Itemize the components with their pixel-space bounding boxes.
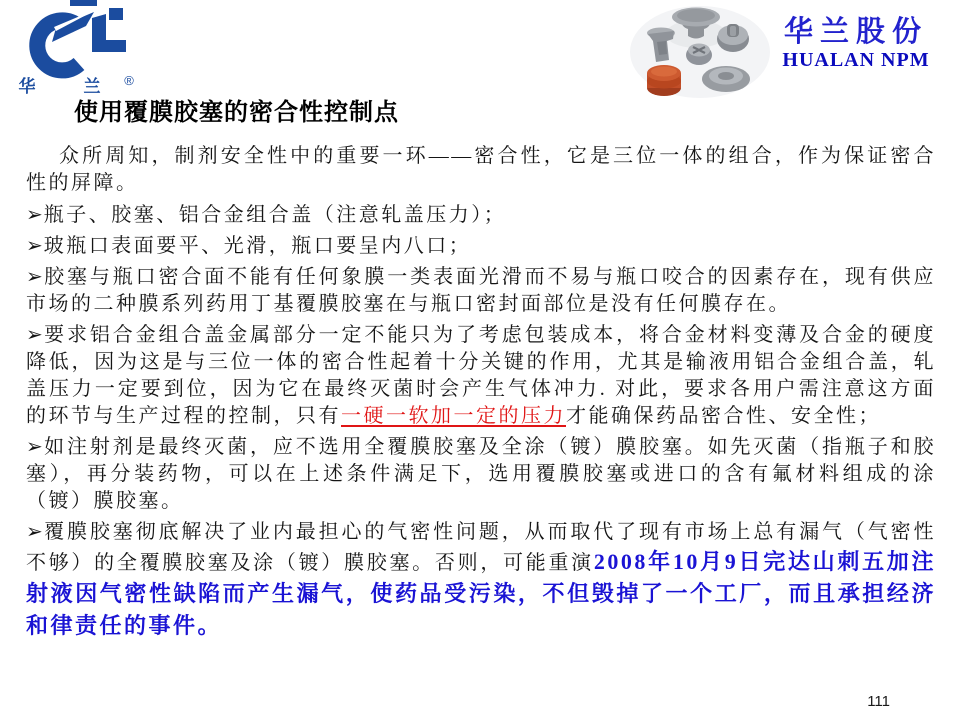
company-name-cn: 华兰股份 — [783, 16, 928, 48]
bullet-list — [26, 201, 936, 642]
bullet-item — [26, 232, 936, 260]
hualan-logo-icon — [16, 0, 141, 98]
page-number: 111 — [867, 693, 890, 710]
bullet-arrow-icon: ➢ — [26, 264, 43, 288]
text-segment-normal: 覆膜胶塞彻底解决了业内最担心的气密性问题，从而取代了现有市场上总有漏气（气密性不够）的全覆膜胶塞及涂（镀）膜胶塞。否则，可能重演 — [26, 521, 936, 574]
text-segment-normal: 如注射剂是最终灭菌，应不选用全覆膜胶塞及全涂（镀）膜胶塞。如先灭菌（指瓶子和胶塞），再分装药物，可以在上述条件满足下，选用覆膜胶塞或进口的含有氟材料组成的涂（镀）膜胶塞。 — [26, 436, 936, 512]
hualan-logo-graphic — [16, 0, 141, 98]
slide-title: 使用覆膜胶塞的密合性控制点 — [74, 99, 399, 126]
intro-paragraph: 众所周知，制剂安全性中的重要一环——密合性，它是三位一体的组合，作为保证密合性的屏障。 — [26, 145, 936, 194]
text-segment-normal: 才能确保药品密合性、安全性； — [566, 405, 881, 427]
text-segment-blue-bold: 2008年10月9日完达山刺五加注射液因气密性缺陷而产生漏气，使药品受污染，不但毁掉了一个工厂，而且承担经济和律责任的事件。 — [26, 549, 936, 638]
bullet-arrow-icon: ➢ — [26, 202, 43, 226]
bullet-arrow-icon: ➢ — [26, 519, 43, 543]
text-segment-normal: 玻瓶口表面要平、光滑，瓶口要呈内八口； — [43, 235, 472, 257]
bullet-arrow-icon: ➢ — [26, 434, 43, 458]
rubber-stoppers-graphic — [630, 2, 775, 98]
slide-body — [26, 143, 936, 645]
text-segment-red-underline: 一硬一软加一定的压力 — [341, 405, 566, 427]
company-name-block — [772, 16, 940, 72]
text-segment-normal: 瓶子、胶塞、铝合金组合盖（注意轧盖压力）； — [43, 204, 507, 226]
bullet-arrow-icon: ➢ — [26, 322, 43, 346]
bullet-item — [26, 321, 936, 430]
bullet-item — [26, 433, 936, 515]
rubber-stoppers-image — [630, 2, 775, 98]
company-name-en: HUALAN NPM — [782, 49, 930, 71]
logo-char-lan: 兰 — [83, 77, 101, 96]
text-segment-normal: 胶塞与瓶口密合面不能有任何象膜一类表面光滑而不易与瓶口咬合的因素存在，现有供应市场的二种膜系列药用丁基覆膜胶塞在与瓶口密封面部位是没有任何膜存在。 — [26, 266, 936, 315]
registered-trademark-icon: ® — [124, 73, 134, 88]
bullet-arrow-icon: ➢ — [26, 233, 43, 257]
text-segment-normal: 要求铝合金组合盖金属部分一定不能只为了考虑包装成本，将合金材料变薄及合金的硬度降低，因为这是与三位一体的密合性起着十分关键的作用，尤其是输液用铝合金组合盖，轧盖压力一定要到位，因为它在最终灭菌时会产生气体冲力. 对此，要求各用户需注意这方面的环节与生产过程的控制，只有 — [26, 324, 936, 427]
bullet-item — [26, 263, 936, 318]
bullet-item — [26, 201, 936, 229]
logo-char-hua: 华 — [18, 77, 36, 96]
bullet-item — [26, 518, 936, 642]
